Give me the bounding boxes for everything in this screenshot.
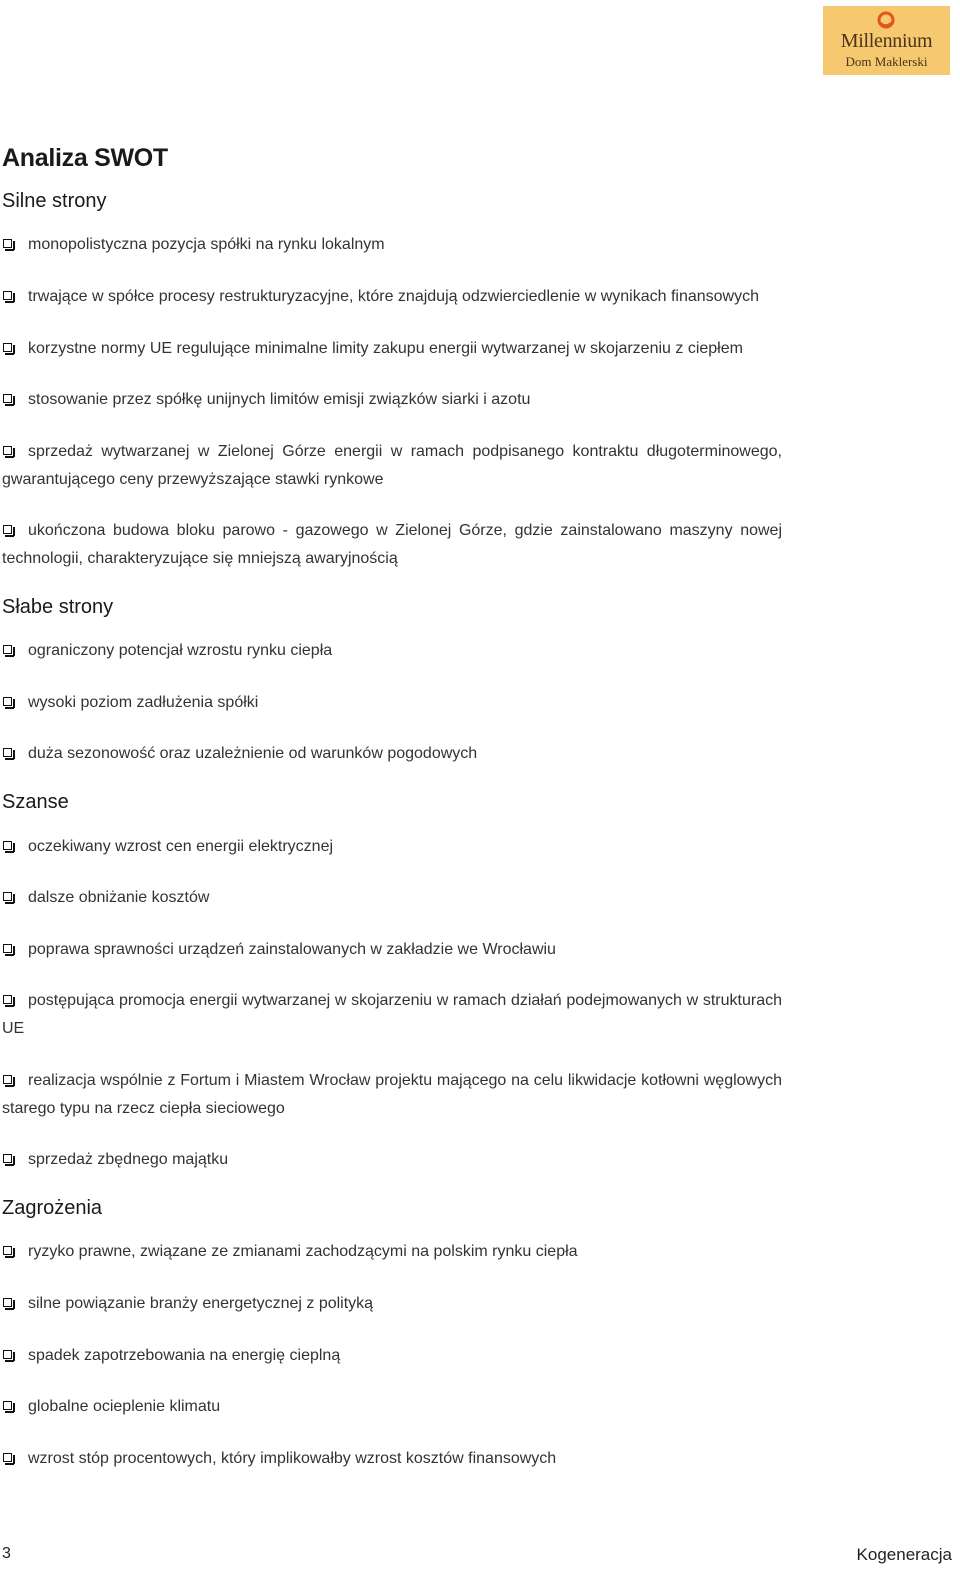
brand-logo bbox=[823, 6, 950, 75]
checkbox-bullet-icon bbox=[3, 343, 12, 352]
list-item: ryzyko prawne, związane ze zmianami zachodzącymi na polskim rynku ciepła bbox=[2, 1238, 782, 1266]
section-heading-strengths: Silne strony bbox=[2, 190, 107, 212]
checkbox-bullet-icon bbox=[3, 291, 12, 300]
checkbox-bullet-icon bbox=[3, 1075, 12, 1084]
list-item: wzrost stóp procentowych, który implikowałby wzrost kosztów finansowych bbox=[2, 1445, 782, 1473]
footer-label: Kogeneracja bbox=[856, 1545, 952, 1564]
list-item: ograniczony potencjał wzrostu rynku ciepła bbox=[2, 637, 782, 665]
list-item: spadek zapotrzebowania na energię cieplną bbox=[2, 1342, 782, 1370]
list-item: postępująca promocja energii wytwarzanej w skojarzeniu w ramach działań podejmowanych w strukturach UE bbox=[2, 992, 782, 1037]
section-heading-weaknesses: Słabe strony bbox=[2, 596, 114, 618]
list-item: dalsze obniżanie kosztów bbox=[2, 884, 782, 912]
list-item: sprzedaż wytwarzanej w Zielonej Górze energii w ramach podpisanego kontraktu długoterminowego, gwarantującego ceny przewyższające stawki rynkowe bbox=[2, 443, 782, 488]
checkbox-bullet-icon bbox=[3, 995, 12, 1004]
logo-subtitle: Dom Maklerski bbox=[845, 54, 928, 69]
checkbox-bullet-icon bbox=[3, 446, 12, 455]
checkbox-bullet-icon bbox=[3, 1401, 12, 1410]
list-item: sprzedaż zbędnego majątku bbox=[2, 1146, 782, 1174]
checkbox-bullet-icon bbox=[3, 645, 12, 654]
list-item: stosowanie przez spółkę unijnych limitów emisji związków siarki i azotu bbox=[2, 386, 782, 414]
checkbox-bullet-icon bbox=[3, 1246, 12, 1255]
list-item: monopolistyczna pozycja spółki na rynku lokalnym bbox=[2, 231, 782, 259]
list-item: globalne ocieplenie klimatu bbox=[2, 1393, 782, 1421]
list-item: realizacja wspólnie z Fortum i Miastem Wrocław projektu mającego na celu likwidacje kotłowni węglowych starego typu na rzecz ciepła sieciowego bbox=[2, 1072, 782, 1117]
checkbox-bullet-icon bbox=[3, 1298, 12, 1307]
checkbox-bullet-icon bbox=[3, 841, 12, 850]
list-item: duża sezonowość oraz uzależnienie od warunków pogodowych bbox=[2, 740, 782, 768]
checkbox-bullet-icon bbox=[3, 394, 12, 403]
list-item: ukończona budowa bloku parowo - gazowego w Zielonej Górze, gdzie zainstalowano maszyny nowej technologii, charakteryzujące się mniejszą awaryjnością bbox=[2, 522, 782, 567]
page-title: Analiza SWOT bbox=[2, 144, 168, 172]
section-heading-threats: Zagrożenia bbox=[2, 1197, 103, 1219]
checkbox-bullet-icon bbox=[3, 1453, 12, 1462]
list-item: trwające w spółce procesy restrukturyzacyjne, które znajdują odzwierciedlenie w wynikach finansowych bbox=[2, 283, 782, 311]
checkbox-bullet-icon bbox=[3, 1350, 12, 1359]
section-heading-opportunities: Szanse bbox=[2, 791, 69, 813]
checkbox-bullet-icon bbox=[3, 944, 12, 953]
list-item: oczekiwany wzrost cen energii elektrycznej bbox=[2, 833, 782, 861]
checkbox-bullet-icon bbox=[3, 525, 12, 534]
checkbox-bullet-icon bbox=[3, 697, 12, 706]
list-item: korzystne normy UE regulujące minimalne limity zakupu energii wytwarzanej w skojarzeniu z ciepłem bbox=[2, 335, 782, 363]
list-item: wysoki poziom zadłużenia spółki bbox=[2, 689, 782, 717]
checkbox-bullet-icon bbox=[3, 239, 12, 248]
checkbox-bullet-icon bbox=[3, 748, 12, 757]
page-number: 3 bbox=[2, 1545, 11, 1562]
checkbox-bullet-icon bbox=[3, 1154, 12, 1163]
logo-name: Millennium bbox=[840, 30, 933, 52]
millennium-logo-icon bbox=[876, 10, 896, 30]
checkbox-bullet-icon bbox=[3, 892, 12, 901]
list-item: silne powiązanie branży energetycznej z polityką bbox=[2, 1290, 782, 1318]
list-item: poprawa sprawności urządzeń zainstalowanych w zakładzie we Wrocławiu bbox=[2, 936, 782, 964]
